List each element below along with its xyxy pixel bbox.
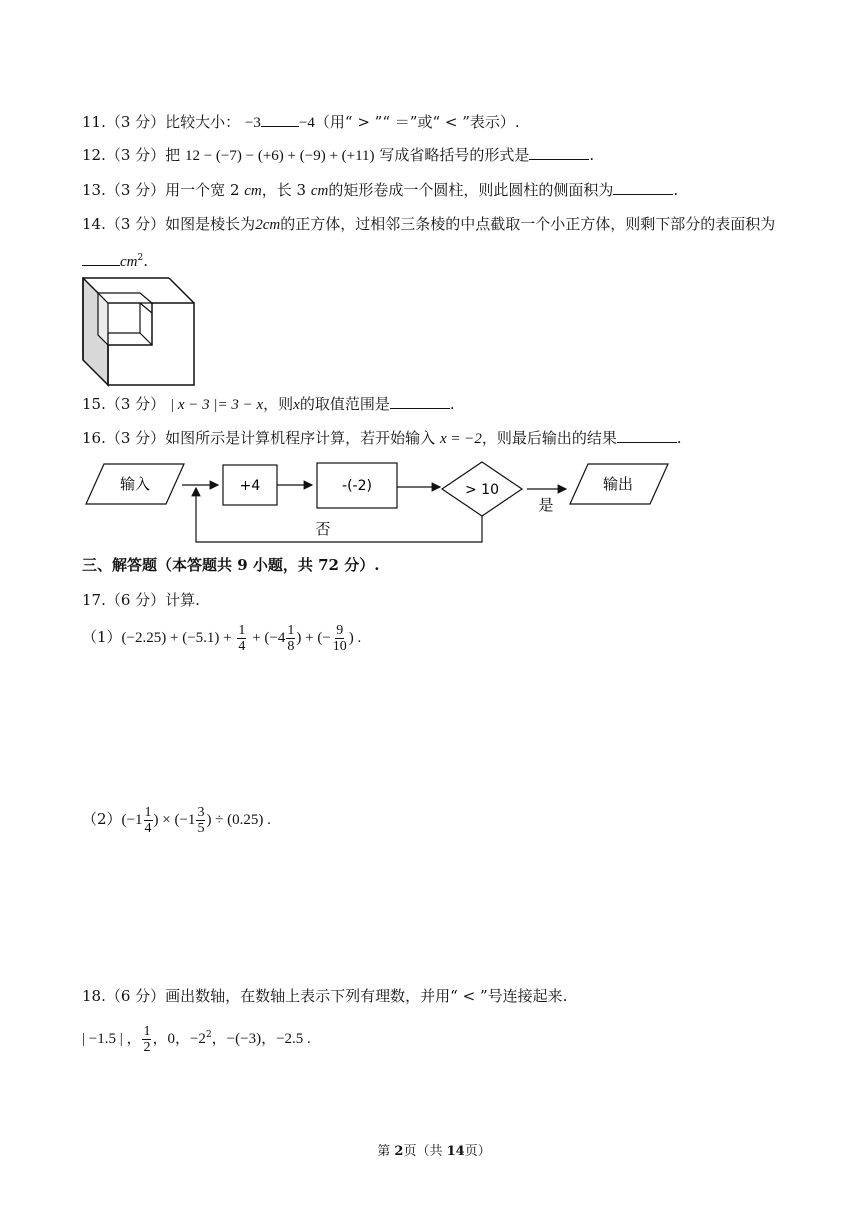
- question-17-part-2: （2）(−1 $\frac{1}{4}$ ) × (−1 $\frac{3}{5}$ ) ÷ (0.25) .: [82, 804, 271, 836]
- question-17-part-1: （1）(−2.25) + (−5.1) + $\frac{1}{4}$ + (−4 $\frac{1}{8}$ ) + (− $\frac{9}{10}$ ) .: [82, 622, 362, 654]
- question-12: 12.（3 分）把 12 − (−7) − (+6) + (−9) + (+11) 写成省略括号的形式是 .: [82, 146, 595, 164]
- fraction: $\frac{1}{4}$: [238, 622, 246, 654]
- fraction: $\frac{1}{4}$: [144, 804, 152, 836]
- answer-blank[interactable]: [82, 251, 120, 266]
- no-label: 否: [315, 520, 331, 538]
- answer-blank[interactable]: [529, 145, 589, 160]
- input-label: 输入: [119, 475, 151, 493]
- fraction: $\frac{9}{10}$: [332, 622, 347, 654]
- page-footer: 第 2页（共 14页）: [377, 1144, 491, 1159]
- fraction: $\frac{3}{5}$: [197, 804, 205, 836]
- answer-blank[interactable]: [390, 394, 450, 409]
- yes-label: 是: [538, 496, 554, 514]
- answer-blank[interactable]: [261, 112, 299, 127]
- question-11: 11.（3 分）比较大小： −3 −4（用“ > ”“ ＝”或“ < ”表示）.: [82, 113, 520, 131]
- output-label: 输出: [602, 475, 634, 493]
- fraction: $\frac{1}{2}$: [143, 1023, 151, 1055]
- flowchart: [82, 458, 682, 548]
- answer-blank[interactable]: [613, 180, 673, 195]
- question-14: 14.（3 分）如图是棱长为2cm的正方体，过相邻三条棱的中点截取一个小正方体，则剩下部分的表面积为: [82, 215, 776, 233]
- subtract-label: -(-2): [342, 478, 372, 494]
- question-15: 15.（3 分） | x − 3 |= 3 − x，则x的取值范围是 .: [82, 395, 455, 413]
- question-16: 16.（3 分）如图所示是计算机程序计算，若开始输入 x = −2，则最后输出的结果 .: [82, 429, 682, 447]
- condition-label: > 10: [465, 482, 499, 498]
- add-label: +4: [239, 478, 261, 494]
- cube-figure: [82, 277, 198, 389]
- question-18: 18.（6 分）画出数轴，在数轴上表示下列有理数，并用“ < ”号连接起来.: [82, 987, 568, 1005]
- question-17: 17.（6 分）计算.: [82, 591, 200, 609]
- fraction: $\frac{1}{8}$: [287, 622, 295, 654]
- answer-blank[interactable]: [617, 428, 677, 443]
- question-14-answer: $cm^2$.: [82, 248, 148, 272]
- question-18-values: | −1.5 | ， $\frac{1}{2}$ ，0，$-2^2$，−(−3)，−2.5 .: [82, 1023, 311, 1055]
- question-13: 13.（3 分）用一个宽 2 cm，长 3 cm的矩形卷成一个圆柱，则此圆柱的侧面积为 .: [82, 181, 679, 199]
- section-title: 三、解答题（本答题共 9 小题，共 72 分）.: [82, 556, 380, 574]
